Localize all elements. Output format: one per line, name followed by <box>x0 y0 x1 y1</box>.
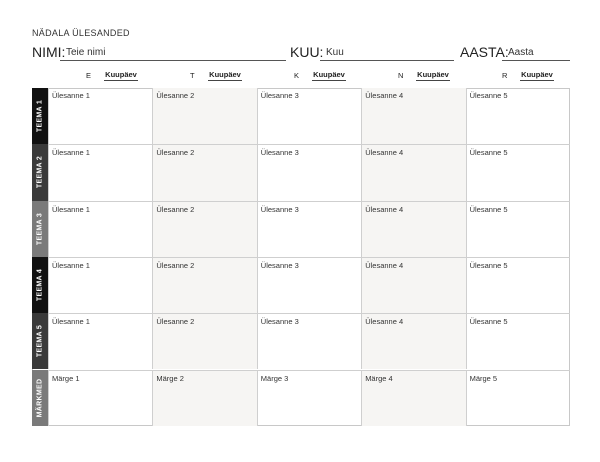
day-header-wed <box>256 69 360 83</box>
task-cell[interactable]: Märge 4 <box>361 370 465 426</box>
task-cell[interactable]: Märge 5 <box>466 370 570 426</box>
day-letter: R <box>502 71 508 80</box>
day-date-field[interactable]: Kuupäev <box>521 70 553 79</box>
day-header-tue <box>152 69 256 83</box>
row-label-text: TEEMA 3 <box>36 212 44 245</box>
task-cell[interactable]: Märge 1 <box>48 370 152 426</box>
task-cell[interactable]: Ülesanne 4 <box>361 257 465 313</box>
day-date-field[interactable]: Kuupäev <box>417 70 449 79</box>
day-header-fri <box>464 69 568 83</box>
task-cell[interactable]: Ülesanne 3 <box>257 144 361 200</box>
day-date-field[interactable]: Kuupäev <box>105 70 137 79</box>
task-cell[interactable]: Ülesanne 1 <box>48 88 152 144</box>
row-label-text: TEEMA 4 <box>36 268 44 302</box>
task-cell[interactable]: Ülesanne 3 <box>257 313 361 369</box>
day-date-field[interactable]: Kuupäev <box>209 70 241 79</box>
month-field[interactable]: Kuu <box>320 47 454 61</box>
row-label-3 <box>32 201 48 257</box>
task-cell[interactable]: Ülesanne 1 <box>48 313 152 369</box>
row-label-text: TEEMA 5 <box>36 325 44 358</box>
row-label-text: TEEMA 2 <box>36 156 44 189</box>
task-cell[interactable]: Ülesanne 5 <box>466 313 570 369</box>
row-label-text: TEEMA 1 <box>36 100 44 133</box>
year-label: AASTA: <box>460 44 509 60</box>
task-cell[interactable]: Ülesanne 3 <box>257 201 361 257</box>
row-label-4 <box>32 257 48 313</box>
task-cell[interactable]: Ülesanne 3 <box>257 257 361 313</box>
task-cell[interactable]: Ülesanne 4 <box>361 144 465 200</box>
row-label-2 <box>32 144 48 200</box>
task-cell[interactable]: Ülesanne 1 <box>48 257 152 313</box>
day-letter: T <box>190 71 195 80</box>
task-cell[interactable]: Ülesanne 2 <box>152 88 256 144</box>
day-date-field[interactable]: Kuupäev <box>313 70 345 79</box>
task-cell[interactable]: Ülesanne 1 <box>48 201 152 257</box>
task-cell[interactable]: Ülesanne 2 <box>152 257 256 313</box>
task-cell[interactable]: Ülesanne 5 <box>466 201 570 257</box>
task-cell[interactable]: Ülesanne 2 <box>152 201 256 257</box>
task-cell[interactable]: Märge 3 <box>257 370 361 426</box>
task-cell[interactable]: Ülesanne 3 <box>257 88 361 144</box>
day-header-mon <box>48 69 152 83</box>
task-cell[interactable]: Ülesanne 4 <box>361 88 465 144</box>
year-field[interactable]: Aasta <box>502 47 570 61</box>
page-title: NÄDALA ÜLESANDED <box>32 28 130 38</box>
month-label: KUU: <box>290 44 324 60</box>
task-cell[interactable]: Ülesanne 4 <box>361 201 465 257</box>
day-letter: K <box>294 71 300 80</box>
day-letter: E <box>86 71 92 80</box>
name-field[interactable]: Teie nimi <box>60 47 286 61</box>
task-cell[interactable]: Ülesanne 5 <box>466 88 570 144</box>
task-cell[interactable]: Ülesanne 5 <box>466 144 570 200</box>
day-letter: N <box>398 71 404 80</box>
row-label-text: MÄRKMED <box>36 378 44 417</box>
task-cell[interactable]: Ülesanne 5 <box>466 257 570 313</box>
task-cell[interactable]: Ülesanne 1 <box>48 144 152 200</box>
row-label-6 <box>32 370 48 426</box>
task-cell[interactable]: Märge 2 <box>152 370 256 426</box>
row-label-1 <box>32 88 48 144</box>
row-label-5 <box>32 313 48 369</box>
day-header-thu <box>360 69 464 83</box>
task-cell[interactable]: Ülesanne 2 <box>152 313 256 369</box>
task-cell[interactable]: Ülesanne 4 <box>361 313 465 369</box>
task-cell[interactable]: Ülesanne 2 <box>152 144 256 200</box>
name-label: NIMI: <box>32 44 66 60</box>
